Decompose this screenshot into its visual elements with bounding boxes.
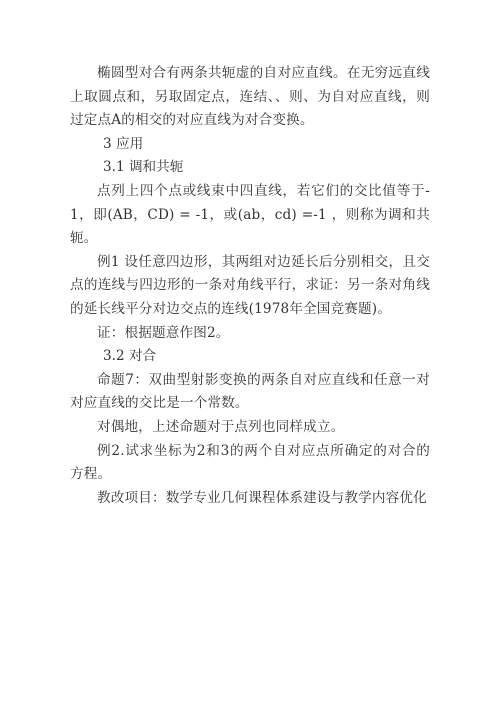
paragraph-harmonic-definition: 点列上四个点或线束中四直线，若它们的交比值等于-1，即(AB，CD) = -1，或(ab，cd) =-1 ，则称为调和共轭。 <box>70 182 430 247</box>
section-heading-applications: 3 应用 <box>103 135 144 152</box>
subsection-heading-harmonic-conjugate: 3.1 调和共轭 <box>103 159 184 176</box>
paragraph-elliptic-involution: 椭圆型对合有两条共轭虚的自对应直线。在无穷远直线上取圆点和，另取固定点，连结、、则、为自对应直线，则过定点A的相交的对应直线为对合变换。 <box>70 65 430 129</box>
paragraph-dual: 对偶地，上述命题对于点列也同样成立。 <box>97 418 345 435</box>
paragraph-proof: 证：根据题意作图2。 <box>97 324 230 341</box>
paragraph-proposition-7: 命题7：双曲型射影变换的两条自对应直线和任意一对对应直线的交比是一个常数。 <box>70 371 430 412</box>
paragraph-example-1: 例1 设任意四边形，其两组对边延长后分别相交，且交点的连线与四边形的一条对角线平行，求证：另一条对角线的延长线平分对边交点的连线(1978年全国竞赛题)。 <box>70 253 430 317</box>
paragraph-project-note: 教改项目：数学专业几何课程体系建设与教学内容优化 <box>97 489 427 506</box>
subsection-heading-involution: 3.2 对合 <box>103 348 157 365</box>
paragraph-example-2: 例2.试求坐标为2和3的两个自对应点所确定的对合的方程。 <box>70 442 430 483</box>
document-body <box>70 62 430 510</box>
